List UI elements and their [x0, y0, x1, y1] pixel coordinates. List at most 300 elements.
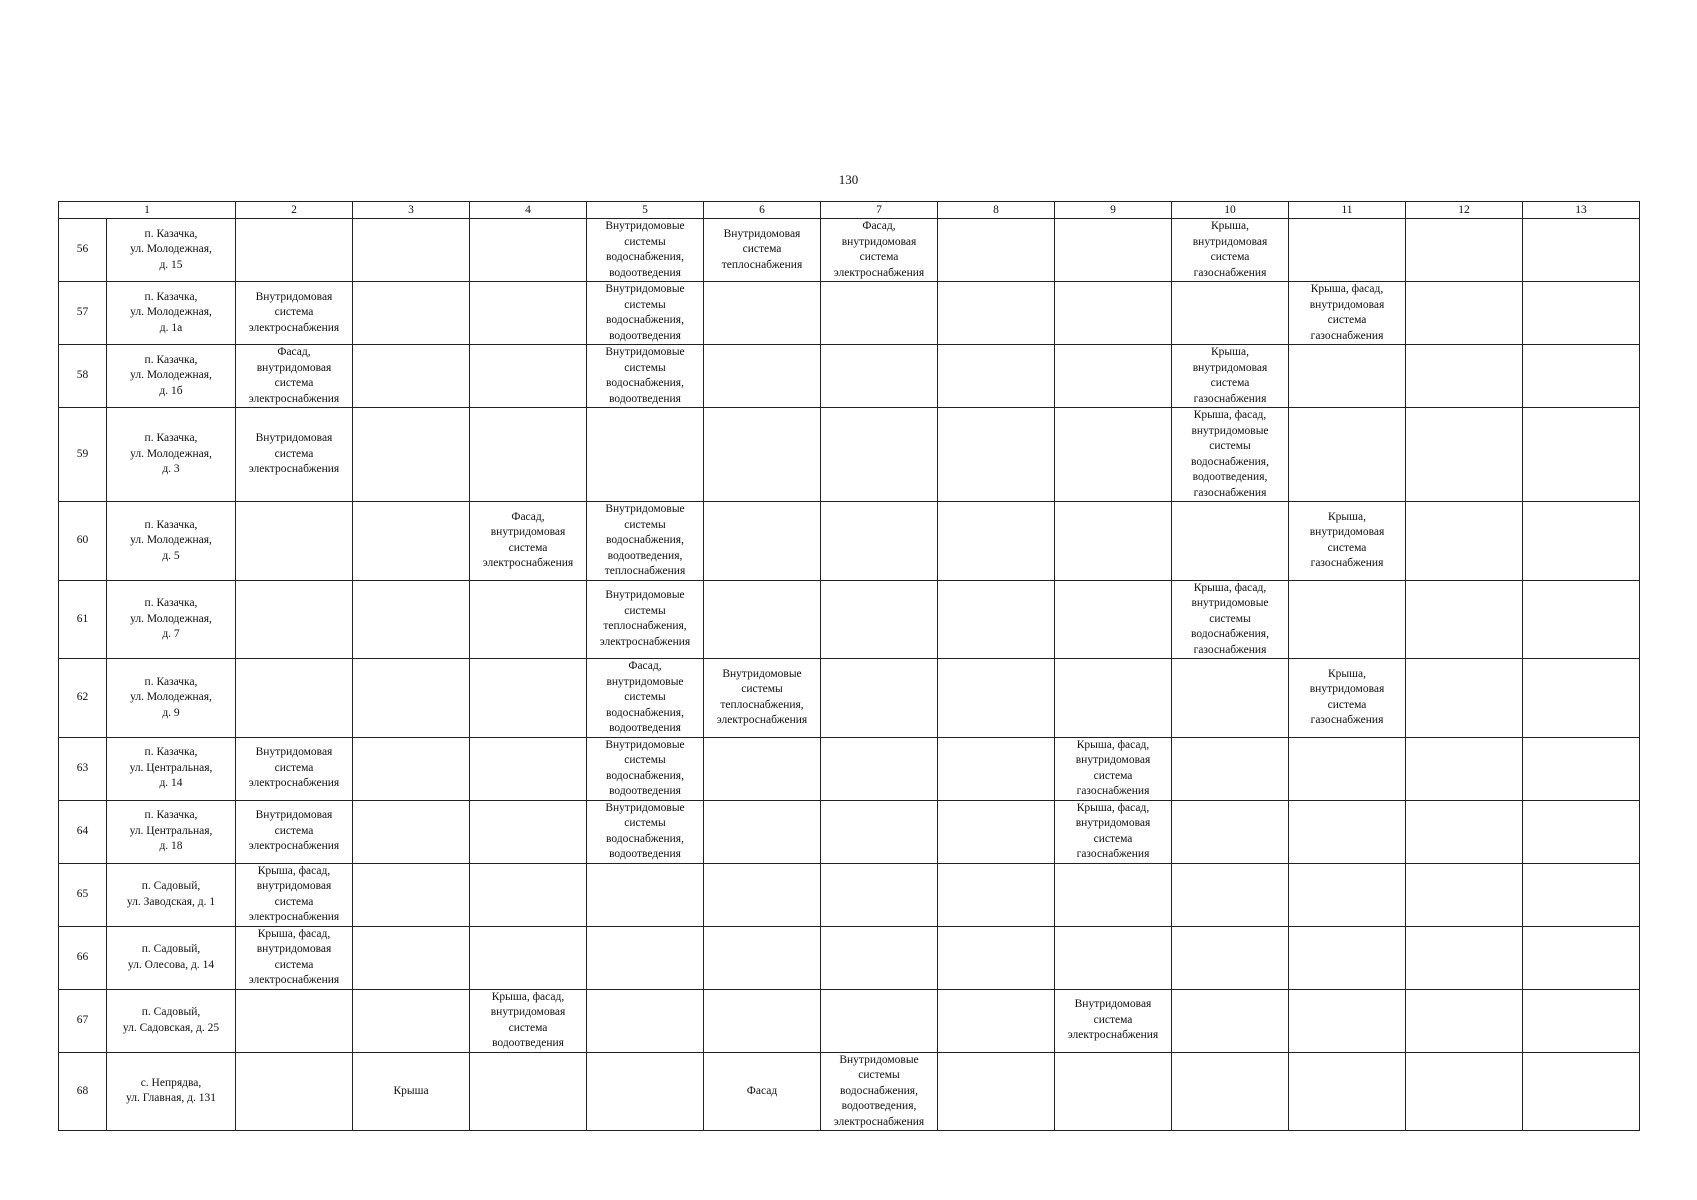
work-cell-col-2 [236, 989, 353, 1052]
work-cell-col-8 [938, 219, 1055, 282]
column-header-2: 2 [236, 202, 353, 219]
cell-line: п. Садовый, [141, 943, 201, 955]
cell-line: система [1327, 698, 1367, 711]
cell-line: ул. Садовская, д. 25 [122, 1021, 220, 1034]
work-cell-col-4 [470, 863, 587, 926]
column-header-5: 5 [587, 202, 704, 219]
cell-line: система [274, 824, 314, 837]
work-cell-col-10 [1172, 737, 1289, 800]
cell-line: электроснабжения [833, 1115, 925, 1128]
work-cell-col-8 [938, 345, 1055, 408]
work-cell-col-11 [1289, 1052, 1406, 1131]
work-cell-col-5 [587, 219, 704, 282]
work-cell-col-2 [236, 408, 353, 502]
work-cell-col-12 [1406, 408, 1523, 502]
cell-line: водоотведения [609, 785, 681, 797]
cell-line: газоснабжения [1076, 848, 1150, 860]
cell-line: газоснабжения [1193, 643, 1267, 656]
cell-line: Внутридомовые [605, 738, 685, 751]
work-cell-col-13 [1523, 737, 1640, 800]
column-header-11: 11 [1289, 202, 1406, 219]
address-cell [107, 926, 236, 989]
cell-line: п. Казачка, [144, 290, 198, 303]
cell-line: Фасад, [862, 220, 896, 232]
cell-line: водоснабжения, [606, 769, 684, 782]
work-cell-col-13 [1523, 989, 1640, 1052]
work-cell-col-9 [1055, 800, 1172, 863]
work-cell-col-11 [1289, 737, 1406, 800]
cell-line: п. Казачка, [144, 809, 198, 822]
work-cell-col-3 [353, 408, 470, 502]
work-cell-col-4 [470, 737, 587, 800]
cell-line: водоснабжения, [606, 251, 684, 263]
cell-line: газоснабжения [1310, 557, 1384, 570]
cell-line: д. 1а [159, 321, 183, 334]
cell-line: теплоснабжения, [603, 620, 687, 633]
work-cell-col-13 [1523, 1052, 1640, 1131]
work-cell-col-2 [236, 737, 353, 800]
cell-line: система [742, 243, 782, 256]
row-number: 67 [59, 989, 107, 1052]
work-cell-col-9 [1055, 502, 1172, 581]
cell-line: ул. Заводская, д. 1 [126, 895, 216, 908]
address-cell [107, 989, 236, 1052]
work-cell-col-3 [353, 580, 470, 659]
work-cell-col-9 [1055, 282, 1172, 345]
work-cell-col-10 [1172, 502, 1289, 581]
cell-line: система [1093, 832, 1133, 845]
address-cell [107, 282, 236, 345]
cell-line: системы [624, 691, 666, 703]
cell-line: Фасад, [277, 346, 311, 358]
column-header-10: 10 [1172, 202, 1289, 219]
work-cell-col-12 [1406, 863, 1523, 926]
work-cell-col-13 [1523, 580, 1640, 659]
work-cell-col-7 [821, 737, 938, 800]
column-header-12: 12 [1406, 202, 1523, 219]
cell-line: система [1210, 377, 1250, 389]
cell-line: д. 7 [162, 628, 180, 640]
table-row [59, 800, 1640, 863]
row-number: 66 [59, 926, 107, 989]
cell-line: Внутридомовые [839, 1053, 919, 1066]
work-cell-col-6 [704, 926, 821, 989]
cell-line: Внутридомовая [255, 746, 333, 759]
cell-line: внутридомовые [1191, 597, 1269, 609]
cell-line: ул. Молодежная, [130, 534, 212, 546]
cell-line: системы [624, 361, 666, 374]
cell-line: внутридомовая [841, 235, 917, 248]
work-cell-col-6 [704, 219, 821, 282]
row-number: 63 [59, 737, 107, 800]
cell-line: ул. Молодежная, [130, 243, 212, 256]
cell-line: системы [624, 817, 666, 829]
cell-line: внутридомовая [1309, 298, 1385, 311]
work-cell-col-2 [236, 1052, 353, 1131]
cell-line: Внутридомовые [605, 503, 685, 515]
cell-line: система [859, 251, 899, 263]
work-cell-col-10 [1172, 659, 1289, 738]
cell-line: водоснабжения, [606, 377, 684, 389]
cell-line: системы [624, 518, 666, 531]
work-cell-col-12 [1406, 926, 1523, 989]
cell-line: Внутридомовые [605, 801, 685, 814]
work-cell-col-5 [587, 580, 704, 659]
cell-line: ул. Молодежная, [130, 306, 212, 319]
work-cell-col-10 [1172, 580, 1289, 659]
work-cell-col-3 [353, 989, 470, 1052]
work-cell-col-2 [236, 219, 353, 282]
row-number: 58 [59, 345, 107, 408]
work-cell-col-8 [938, 580, 1055, 659]
work-cell-col-12 [1406, 1052, 1523, 1131]
work-cell-col-12 [1406, 282, 1523, 345]
cell-line: Крыша, [1328, 667, 1366, 680]
table-row [59, 219, 1640, 282]
cell-line: внутридомовая [1075, 817, 1151, 829]
cell-line: д. 1б [159, 384, 183, 397]
work-cell-col-10 [1172, 863, 1289, 926]
work-cell-col-8 [938, 659, 1055, 738]
cell-line: д. 3 [162, 463, 180, 476]
cell-line: система [1327, 314, 1367, 326]
work-cell-col-4 [470, 502, 587, 581]
work-cell-col-12 [1406, 345, 1523, 408]
column-header-13: 13 [1523, 202, 1640, 219]
work-cell-col-12 [1406, 580, 1523, 659]
cell-line: система [274, 447, 314, 460]
cell-line: внутридомовые [1191, 424, 1269, 437]
work-cell-col-11 [1289, 502, 1406, 581]
cell-line: Внутридомовые [605, 220, 685, 232]
cell-line: водоснабжения, [840, 1084, 918, 1097]
work-cell-col-11 [1289, 408, 1406, 502]
address-cell [107, 219, 236, 282]
work-cell-col-10 [1172, 345, 1289, 408]
cell-line: система [274, 761, 314, 774]
cell-line: теплоснабжения [604, 565, 686, 577]
cell-line: система [274, 306, 314, 319]
column-header-6: 6 [704, 202, 821, 219]
cell-line: водоотведения [609, 848, 681, 860]
cell-line: электроснабжения [833, 266, 925, 279]
address-cell [107, 863, 236, 926]
row-number: 62 [59, 659, 107, 738]
cell-line: система [1093, 1013, 1133, 1026]
work-cell-col-10 [1172, 219, 1289, 282]
cell-line: Крыша, [1211, 346, 1249, 358]
cell-line: Внутридомовая [255, 290, 333, 303]
work-cell-col-7 [821, 989, 938, 1052]
row-number: 68 [59, 1052, 107, 1131]
work-cell-col-7 [821, 219, 938, 282]
work-cell-col-11 [1289, 580, 1406, 659]
work-cell-col-11 [1289, 659, 1406, 738]
cell-line: водоотведения, [607, 549, 683, 562]
cell-line: газоснабжения [1310, 714, 1384, 727]
address-cell [107, 1052, 236, 1131]
address-cell [107, 408, 236, 502]
work-cell-col-4 [470, 926, 587, 989]
column-header-7: 7 [821, 202, 938, 219]
work-cell-col-13 [1523, 408, 1640, 502]
work-cell-col-10 [1172, 1052, 1289, 1131]
work-cell-col-4 [470, 219, 587, 282]
cell-line: п. Казачка, [144, 227, 198, 240]
work-cell-col-4 [470, 345, 587, 408]
work-cell-col-9 [1055, 1052, 1172, 1131]
cell-line: системы [1209, 440, 1251, 452]
table-row [59, 926, 1640, 989]
cell-line: Крыша, фасад, [257, 927, 331, 940]
work-cell-col-6 [704, 737, 821, 800]
work-cell-col-9 [1055, 580, 1172, 659]
cell-line: п. Садовый, [141, 1006, 201, 1018]
address-cell [107, 580, 236, 659]
work-cell-col-9 [1055, 408, 1172, 502]
table-row [59, 863, 1640, 926]
cell-line: п. Казачка, [144, 353, 198, 366]
cell-line: внутридомовая [256, 943, 332, 955]
work-cell-col-9 [1055, 863, 1172, 926]
work-cell-col-8 [938, 863, 1055, 926]
work-cell-col-10 [1172, 800, 1289, 863]
cell-line: водоотведения [609, 392, 681, 405]
work-cell-col-12 [1406, 502, 1523, 581]
work-cell-col-3 [353, 659, 470, 738]
cell-line: внутридомовая [490, 526, 566, 539]
work-cell-col-11 [1289, 219, 1406, 282]
work-cell-col-8 [938, 1052, 1055, 1131]
row-number: 61 [59, 580, 107, 659]
cell-line: электроснабжения [482, 557, 574, 570]
row-number: 59 [59, 408, 107, 502]
address-cell [107, 737, 236, 800]
work-cell-col-13 [1523, 659, 1640, 738]
work-cell-col-9 [1055, 737, 1172, 800]
work-cell-col-8 [938, 502, 1055, 581]
cell-line: газоснабжения [1310, 329, 1384, 342]
cell-line: электроснабжения [248, 777, 340, 790]
work-cell-col-5 [587, 989, 704, 1052]
cell-line: электроснабжения [248, 974, 340, 986]
work-cell-col-9 [1055, 989, 1172, 1052]
cell-line: Внутридомовые [722, 667, 802, 680]
work-cell-col-6 [704, 580, 821, 659]
work-cell-col-6 [704, 659, 821, 738]
cell-line: водоснабжения, [1191, 628, 1269, 640]
work-cell-col-7 [821, 659, 938, 738]
cell-line: системы [624, 754, 666, 766]
work-cell-col-3 [353, 1052, 470, 1131]
work-cell-col-5 [587, 800, 704, 863]
address-cell [107, 502, 236, 581]
work-cell-col-13 [1523, 345, 1640, 408]
work-cell-col-2 [236, 863, 353, 926]
work-cell-col-8 [938, 408, 1055, 502]
cell-line: система [274, 958, 314, 971]
table-body [59, 219, 1640, 1131]
work-cell-col-9 [1055, 219, 1172, 282]
table-row [59, 659, 1640, 738]
cell-line: д. 15 [159, 258, 183, 271]
cell-line: Фасад [746, 1084, 778, 1097]
work-cell-col-11 [1289, 989, 1406, 1052]
cell-line: Крыша, [1328, 510, 1366, 523]
work-cell-col-6 [704, 345, 821, 408]
work-cell-col-11 [1289, 282, 1406, 345]
cell-line: Крыша, фасад, [1076, 801, 1150, 814]
column-header-8: 8 [938, 202, 1055, 219]
cell-line: ул. Олесова, д. 14 [127, 958, 215, 971]
cell-line: п. Казачка, [144, 597, 198, 609]
cell-line: внутридомовая [1309, 683, 1385, 696]
work-cell-col-11 [1289, 926, 1406, 989]
column-number-row [59, 202, 1640, 219]
cell-line: д. 5 [162, 549, 180, 562]
work-cell-col-7 [821, 502, 938, 581]
cell-line: электроснабжения [248, 840, 340, 853]
cell-line: п. Садовый, [141, 880, 201, 892]
work-cell-col-7 [821, 926, 938, 989]
cell-line: электроснабжения [248, 463, 340, 476]
cell-line: теплоснабжения [721, 258, 803, 271]
work-cell-col-6 [704, 863, 821, 926]
work-cell-col-10 [1172, 408, 1289, 502]
cell-line: Внутридомовые [605, 346, 685, 358]
work-cell-col-8 [938, 282, 1055, 345]
cell-line: Внутридомовая [255, 432, 333, 445]
cell-line: электроснабжения [248, 321, 340, 334]
work-cell-col-6 [704, 800, 821, 863]
cell-line: д. 9 [162, 706, 180, 719]
cell-line: Крыша [393, 1084, 429, 1097]
work-cell-col-5 [587, 345, 704, 408]
work-cell-col-2 [236, 282, 353, 345]
work-cell-col-2 [236, 659, 353, 738]
cell-line: водоотведения, [1192, 471, 1268, 483]
cell-line: система [274, 377, 314, 389]
row-number: 56 [59, 219, 107, 282]
work-cell-col-11 [1289, 800, 1406, 863]
work-cell-col-11 [1289, 863, 1406, 926]
cell-line: Фасад, [511, 510, 545, 523]
work-cell-col-5 [587, 926, 704, 989]
table-row [59, 989, 1640, 1052]
work-cell-col-8 [938, 737, 1055, 800]
work-cell-col-3 [353, 502, 470, 581]
cell-line: п. Казачка, [144, 432, 198, 445]
cell-line: система [1093, 769, 1133, 782]
work-cell-col-5 [587, 737, 704, 800]
work-cell-col-4 [470, 580, 587, 659]
capital-repair-table [58, 201, 1640, 1131]
cell-line: внутридомовая [1309, 526, 1385, 539]
work-cell-col-3 [353, 926, 470, 989]
table-row [59, 580, 1640, 659]
work-cell-col-13 [1523, 502, 1640, 581]
work-cell-col-13 [1523, 282, 1640, 345]
work-cell-col-6 [704, 502, 821, 581]
cell-line: ул. Молодежная, [130, 691, 212, 703]
work-cell-col-7 [821, 580, 938, 659]
cell-line: система [508, 1021, 548, 1034]
work-cell-col-5 [587, 282, 704, 345]
work-cell-col-9 [1055, 659, 1172, 738]
work-cell-col-7 [821, 863, 938, 926]
cell-line: Внутридомовая [723, 227, 801, 240]
cell-line: Крыша, фасад, [1076, 738, 1150, 751]
cell-line: водоснабжения, [606, 314, 684, 326]
cell-line: электроснабжения [248, 911, 340, 923]
column-header-4: 4 [470, 202, 587, 219]
cell-line: газоснабжения [1076, 785, 1150, 797]
cell-line: водоотведения [609, 722, 681, 734]
cell-line: ул. Молодежная, [130, 369, 212, 382]
work-cell-col-6 [704, 1052, 821, 1131]
address-cell [107, 659, 236, 738]
cell-line: водоотведения [609, 266, 681, 279]
cell-line: водоснабжения, [606, 832, 684, 845]
column-header-1: 1 [59, 202, 236, 219]
cell-line: внутридомовая [1075, 754, 1151, 766]
cell-line: Крыша, [1211, 220, 1249, 232]
cell-line: системы [858, 1069, 900, 1081]
work-cell-col-8 [938, 800, 1055, 863]
cell-line: водоснабжения, [606, 706, 684, 719]
cell-line: электроснабжения [248, 392, 340, 405]
cell-line: Внутридомовые [605, 283, 685, 295]
work-cell-col-5 [587, 502, 704, 581]
cell-line: электроснабжения [599, 635, 691, 648]
cell-line: водоснабжения, [1191, 455, 1269, 468]
work-cell-col-4 [470, 408, 587, 502]
cell-line: Внутридомовая [1074, 998, 1152, 1011]
work-cell-col-4 [470, 659, 587, 738]
cell-line: внутридомовая [256, 361, 332, 374]
work-cell-col-13 [1523, 800, 1640, 863]
cell-line: Фасад, [628, 660, 662, 672]
cell-line: системы [1209, 612, 1251, 625]
work-cell-col-3 [353, 800, 470, 863]
work-cell-col-8 [938, 926, 1055, 989]
work-cell-col-12 [1406, 219, 1523, 282]
work-cell-col-11 [1289, 345, 1406, 408]
work-cell-col-7 [821, 282, 938, 345]
column-header-9: 9 [1055, 202, 1172, 219]
work-cell-col-2 [236, 580, 353, 659]
work-cell-col-4 [470, 282, 587, 345]
cell-line: внутридомовая [256, 880, 332, 892]
work-cell-col-5 [587, 1052, 704, 1131]
cell-line: система [274, 895, 314, 908]
table-row [59, 502, 1640, 581]
cell-line: ул. Центральная, [129, 824, 213, 837]
cell-line: внутридомовая [490, 1006, 566, 1018]
work-cell-col-5 [587, 863, 704, 926]
cell-line: Крыша, фасад, [1193, 581, 1267, 594]
work-cell-col-2 [236, 502, 353, 581]
work-cell-col-13 [1523, 863, 1640, 926]
work-cell-col-4 [470, 800, 587, 863]
cell-line: ул. Главная, д. 131 [126, 1092, 216, 1105]
cell-line: водоотведения [609, 329, 681, 342]
cell-line: система [508, 541, 548, 554]
cell-line: Внутридомовая [255, 809, 333, 822]
work-cell-col-3 [353, 219, 470, 282]
cell-line: системы [741, 683, 783, 696]
table-row [59, 282, 1640, 345]
